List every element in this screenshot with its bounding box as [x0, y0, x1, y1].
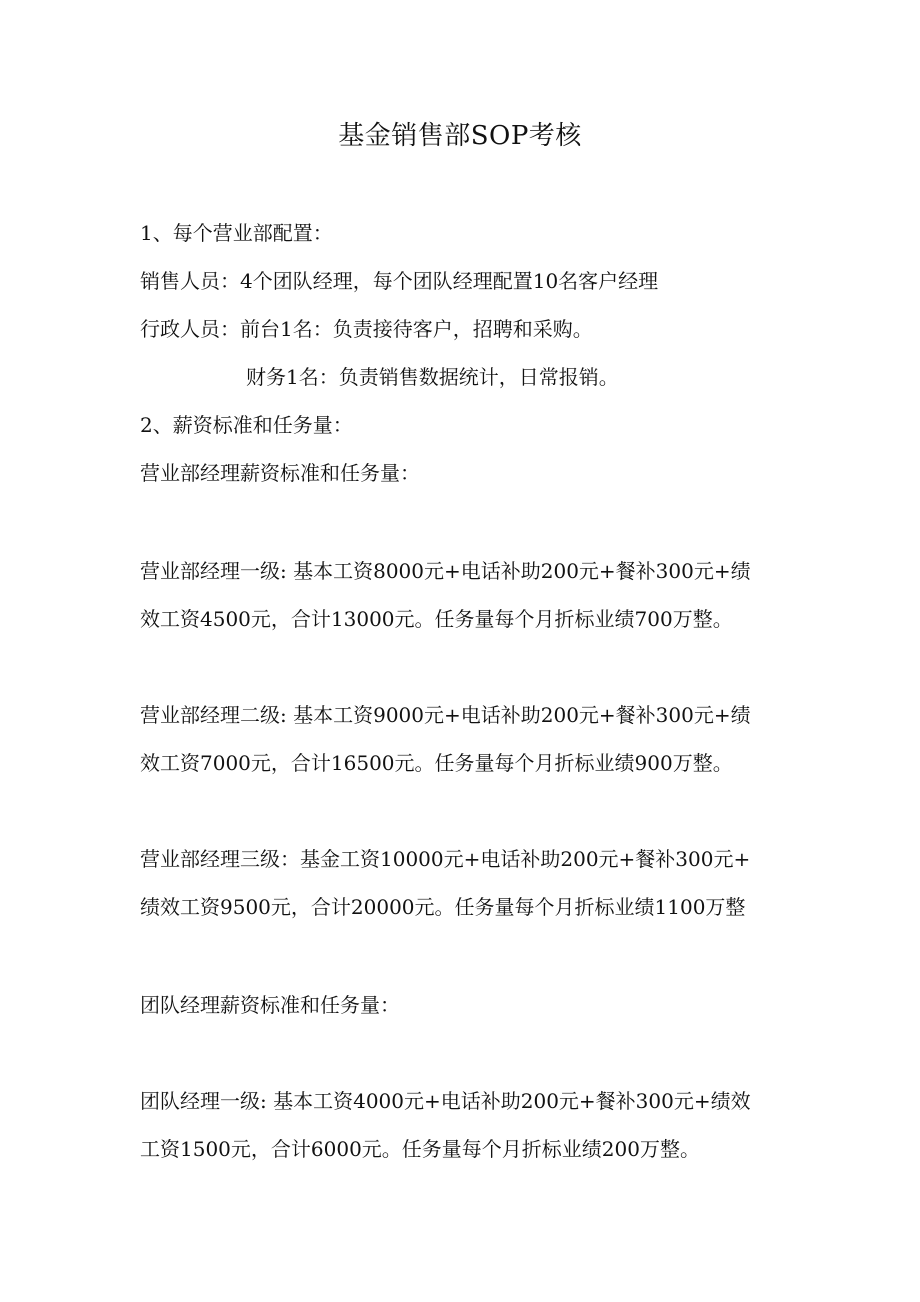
- branch-manager-heading: 营业部经理薪资标准和任务量：: [140, 461, 420, 485]
- bm-level2-line1: 营业部经理二级: 基本工资9000元+电话补助200元+餐补300元+绩: [140, 703, 751, 727]
- sales-staff-line: 销售人员：4个团队经理，每个团队经理配置10名客户经理: [140, 269, 659, 293]
- document-title: 基金销售部SOP考核: [338, 121, 582, 151]
- tm-level1-line1: 团队经理一级: 基本工资4000元+电话补助200元+餐补300元+绩效: [140, 1089, 751, 1113]
- admin-finance-line: 财务1名：负责销售数据统计，日常报销。: [246, 365, 619, 389]
- bm-level3-line2: 绩效工资9500元，合计20000元。任务量每个月折标业绩1100万整: [140, 895, 746, 919]
- bm-level1-line2: 效工资4500元，合计13000元。任务量每个月折标业绩700万整。: [140, 607, 733, 631]
- admin-frontdesk-line: 行政人员：前台1名：负责接待客户，招聘和采购。: [140, 317, 593, 341]
- section-2-heading: 2、薪资标准和任务量：: [140, 413, 353, 437]
- tm-level1-line2: 工资1500元，合计6000元。任务量每个月折标业绩200万整。: [140, 1137, 700, 1161]
- team-manager-heading: 团队经理薪资标准和任务量：: [140, 993, 400, 1017]
- bm-level3-line1: 营业部经理三级：基金工资10000元+电话补助200元+餐补300元+: [140, 847, 751, 871]
- bm-level2-line2: 效工资7000元，合计16500元。任务量每个月折标业绩900万整。: [140, 751, 733, 775]
- section-1-heading: 1、每个营业部配置：: [140, 221, 333, 245]
- bm-level1-line1: 营业部经理一级: 基本工资8000元+电话补助200元+餐补300元+绩: [140, 559, 751, 583]
